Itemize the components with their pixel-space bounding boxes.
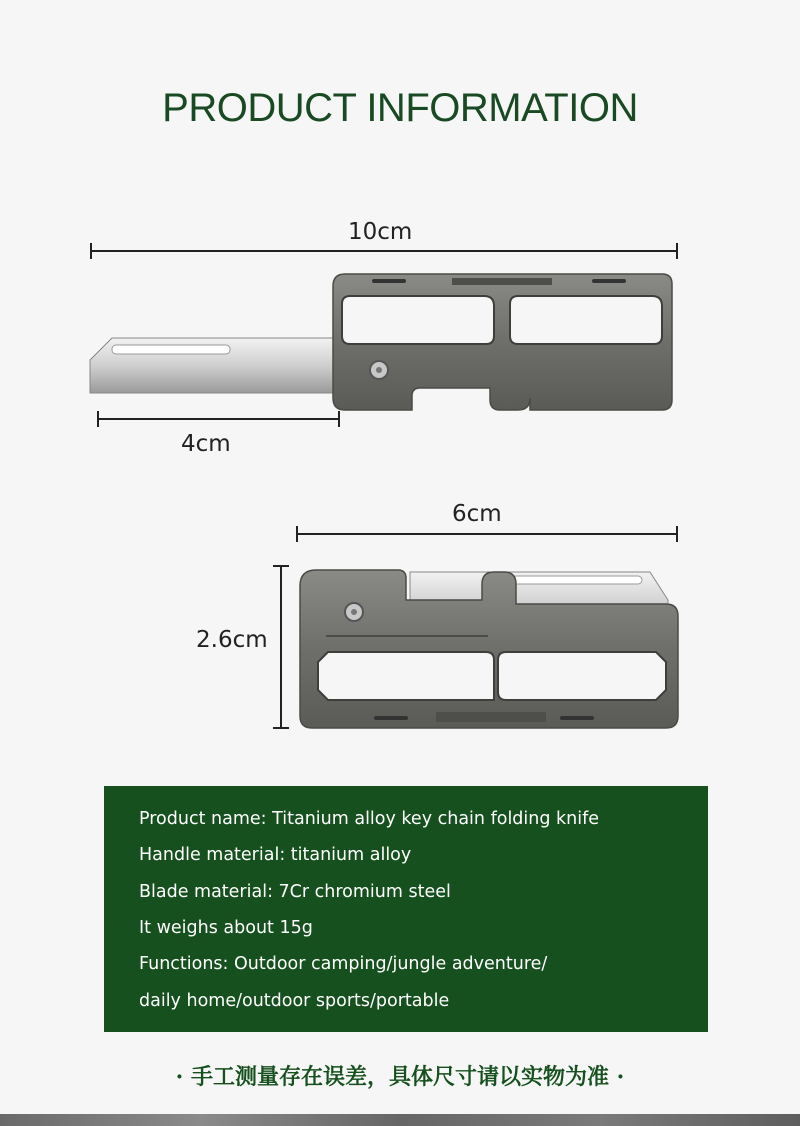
bottom-texture-strip [0,1114,800,1126]
total-length-label: 10cm [348,219,413,245]
blade-length-label: 4cm [181,431,231,457]
folded-length-label: 6cm [452,501,502,527]
measurement-note: · 手工测量存在误差，具体尺寸请以实物为准 · [175,1064,625,1090]
spec-functions-continued: daily home/outdoor sports/portable [139,991,450,1011]
spec-functions: Functions: Outdoor camping/jungle adventure/ [139,954,548,974]
product-specs-panel [104,786,708,1032]
spec-product-name: Product name: Titanium alloy key chain folding knife [139,809,600,829]
height-label: 2.6cm [196,627,268,653]
spec-weight: It weighs about 15g [139,918,313,938]
spec-blade-material: Blade material: 7Cr chromium steel [139,882,451,902]
page-title: PRODUCT INFORMATION [162,86,638,130]
spec-handle-material: Handle material: titanium alloy [139,845,412,865]
